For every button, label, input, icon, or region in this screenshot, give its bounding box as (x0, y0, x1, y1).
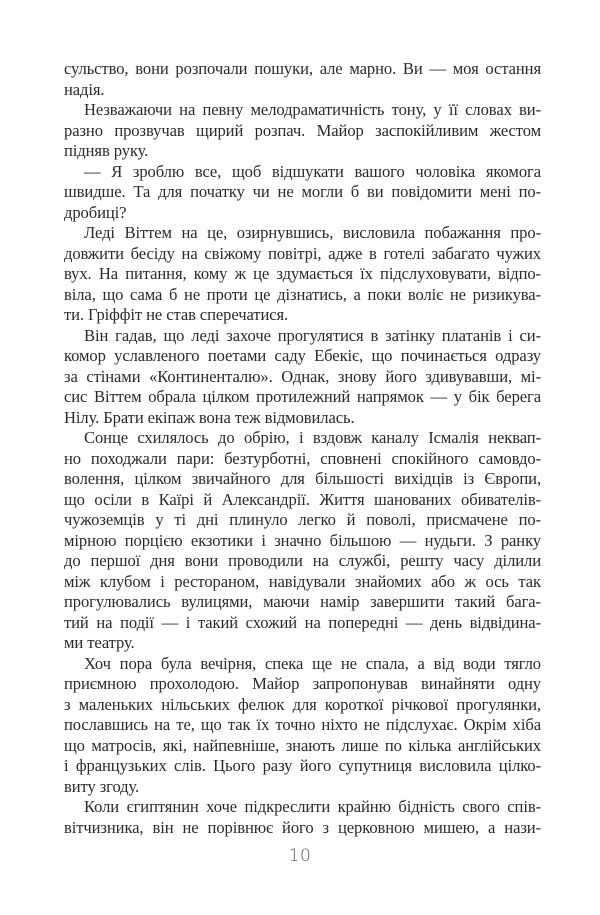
text-line: приємною прохолодою. Майор запропонував винайняти одну (64, 674, 541, 693)
paragraph (64, 326, 541, 429)
text-line: дробиці? (64, 202, 127, 222)
text-line: волення, цілком звичайного для більшості вихідців із Європи, (64, 469, 541, 488)
text-line: чужоземців у ті дні плинуло легко й поволі, присмачене по- (64, 510, 541, 529)
text-line: пославшись на те, що так їх точно ніхто не підслухає. Окрім хіба (64, 715, 541, 734)
text-line: — Я зроблю все, щоб відшукати вашого чоловіка якомога (84, 161, 541, 181)
text-line: до першої дня вони проводили на службі, решту часу ділили (64, 551, 541, 570)
paragraph (64, 428, 541, 654)
text-line: між клубом і рестораном, навідували знайомих або ж ось так (64, 571, 541, 591)
text-line: но походжали пари: безтурботні, сповнені спокійного самовдо- (64, 448, 541, 468)
text-line: за стінами «Континенталю». Однак, знову його здивувавши, мі- (64, 366, 541, 386)
text-line: ми театру. (64, 633, 135, 652)
text-line: віла, що сама б не проти це дізнатись, а поки воліє не ризикува- (64, 284, 541, 304)
text-line: вух. На питання, кому ж це здумається їх підслуховувати, відпо- (64, 264, 541, 283)
text-line: виту згоду. (64, 776, 140, 796)
paragraph (64, 654, 541, 798)
text-line: ти. Гріффіт не став сперечатися. (64, 305, 289, 324)
text-line: прогулювались вулицями, маючи намір завершити такий бага- (64, 592, 541, 611)
page-body-text (64, 59, 541, 838)
text-line: Леді Віттем на це, озирнувшись, висловила побажання про- (84, 223, 541, 242)
text-line: Він гадав, що леді захоче прогулятися в затінку платанів і си- (84, 325, 541, 345)
text-line: що матросів, які, найпевніше, знають лише по кілька англійських (64, 735, 541, 755)
text-line: що осіли в Каїрі й Александрії. Життя шанованих обивателів- (64, 489, 541, 509)
text-line: Коли єгиптянин хоче підкреслити крайню бідність свого спів- (84, 797, 541, 816)
text-line: сульство, вони розпочали пошуки, але марно. Ви — моя остання (64, 59, 541, 78)
text-line: Нілу. Брати екіпаж вона теж відмовилась. (64, 407, 355, 427)
page-number: 10 (288, 846, 312, 866)
text-line: надія. (64, 79, 105, 99)
text-line: разно прозвучав щирий розпач. Майор заспокійливим жестом (64, 120, 541, 140)
text-line: Незважаючи на певну мелодраматичність тону, у її словах ви- (84, 100, 541, 119)
paragraph (64, 797, 541, 838)
paragraph (64, 59, 541, 100)
text-line: швидше. Та для початку чи не могли б ви повідомити мені по- (64, 182, 541, 201)
paragraph (64, 162, 541, 224)
text-line: тий на події — і такий схожий на попередні — день відвідина- (64, 612, 541, 632)
text-line: вітчизника, він не порівнює його з церковною мишею, а нази- (64, 817, 541, 837)
text-line: довжити бесіду на свіжому повітрі, адже в готелі забагато чужих (64, 243, 541, 263)
text-line: з маленьких нільських фелюк для короткої річкової прогулянки, (64, 694, 541, 714)
paragraph (64, 100, 541, 162)
text-line: підняв руку. (64, 141, 149, 160)
text-line: і французьких слів. Цього разу його супутниця висловила цілко- (64, 756, 541, 775)
text-line: Сонце схилялось до обрію, і вздовж каналу Ісмалія неквап- (84, 428, 541, 447)
text-line: мірною порцією екзотики і значно більшою — нудьги. З ранку (64, 530, 541, 550)
text-line: комор уславленого поетами саду Ебекіє, що починається одразу (64, 346, 541, 365)
text-line: сис Віттем обрала цілком протилежний напрямок — у бік берега (64, 387, 541, 406)
text-line: Хоч пора була вечірня, спека ще не спала, а від води тягло (84, 653, 541, 673)
paragraph (64, 223, 541, 326)
